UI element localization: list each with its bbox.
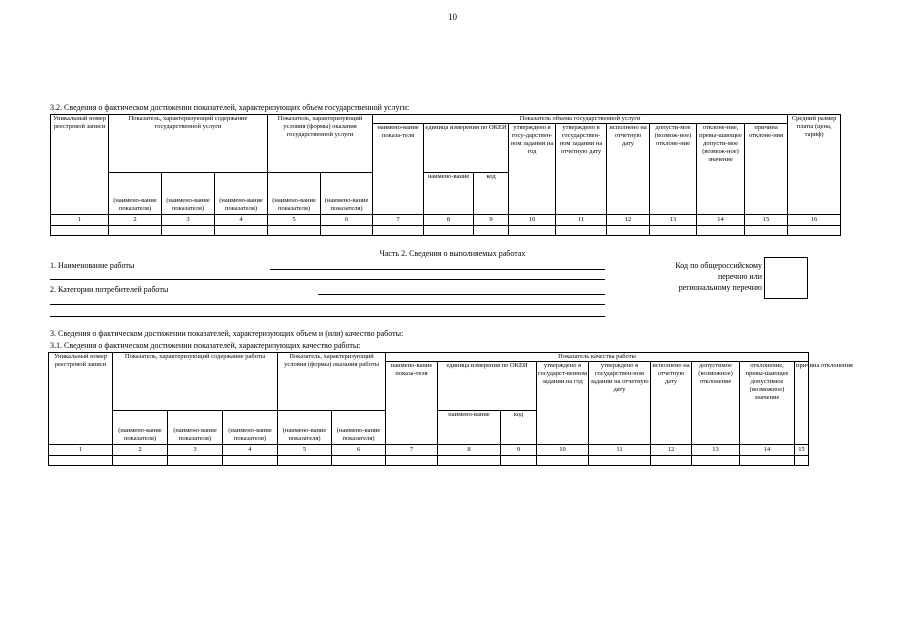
- col-excess-deviation: отклоне-ние, превы-шающее допусти-мое (возмож-ное) значение: [697, 124, 745, 215]
- col-excess-deviation: отклонение, превы-шающее допустимое (возможное) значение: [740, 362, 795, 445]
- work-name-label: 1. Наименование работы: [50, 261, 135, 270]
- sub-name-1: (наимено-вание показателя): [109, 173, 162, 215]
- col-number: 5: [278, 445, 332, 456]
- col-number: 15: [795, 445, 809, 456]
- col-number: 10: [509, 215, 556, 226]
- col-number: 2: [109, 215, 162, 226]
- data-cell[interactable]: [697, 226, 745, 236]
- data-cell[interactable]: [168, 456, 223, 466]
- data-cell[interactable]: [788, 226, 841, 236]
- col-number: 14: [740, 445, 795, 456]
- code-label: [612, 260, 762, 293]
- col-approved-year: утверждено в государст-венном задании на год: [537, 362, 589, 445]
- col-executed: исполнено на отчетную дату: [607, 124, 650, 215]
- col-indicator-name: наимено-вание показа-теля: [373, 124, 424, 215]
- col-number: 6: [321, 215, 373, 226]
- col-volume-indicator: Показатель объема государственной услуги: [373, 115, 788, 124]
- col-number: 13: [692, 445, 740, 456]
- col-number: 10: [537, 445, 589, 456]
- col-unique-number: Уникальный номер реестровой записи: [51, 115, 109, 215]
- col-number: 8: [438, 445, 501, 456]
- work-name-line-2[interactable]: [50, 279, 605, 280]
- quality-indicators-table: [48, 352, 853, 466]
- col-number: 4: [215, 215, 268, 226]
- data-cell[interactable]: [556, 226, 607, 236]
- col-number: 5: [268, 215, 321, 226]
- col-content-indicator: Показатель, характеризующий содержание работы: [113, 353, 278, 411]
- volume-indicators-table: [50, 114, 841, 236]
- consumers-label: 2. Категории потребителей работы: [50, 285, 169, 294]
- col-allowed-deviation: допусти-мое (возмож-ное) отклоне-ние: [650, 124, 697, 215]
- section-3-heading: 3. Сведения о фактическом достижении показателей, характеризующих объем и (или) качество работы:: [50, 329, 404, 338]
- col-number: 1: [51, 215, 109, 226]
- data-cell[interactable]: [373, 226, 424, 236]
- col-executed: исполнено на отчетную дату: [651, 362, 692, 445]
- col-quality-indicator: Показатель качества работы: [386, 353, 809, 362]
- part2-title: Часть 2. Сведения о выполняемых работах: [379, 249, 526, 258]
- data-cell[interactable]: [509, 226, 556, 236]
- data-cell[interactable]: [651, 456, 692, 466]
- work-name-line[interactable]: [270, 269, 605, 270]
- col-number: 1: [49, 445, 113, 456]
- col-indicator-name: наимено-вание показа-теля: [386, 362, 438, 445]
- sub-name-1: (наимено-вание показателя): [113, 411, 168, 445]
- sub-name-4: (наимено-вание показателя): [268, 173, 321, 215]
- col-reason: причина отклоне-ния: [745, 124, 788, 215]
- data-cell[interactable]: [109, 226, 162, 236]
- col-number: 16: [788, 215, 841, 226]
- data-cell[interactable]: [740, 456, 795, 466]
- col-number: 11: [556, 215, 607, 226]
- col-number: 3: [162, 215, 215, 226]
- data-cell[interactable]: [113, 456, 168, 466]
- sub-name-5: (наимено-вание показателя): [332, 411, 386, 445]
- col-number: 7: [373, 215, 424, 226]
- code-box[interactable]: [764, 257, 808, 299]
- data-cell[interactable]: [51, 226, 109, 236]
- col-number: 2: [113, 445, 168, 456]
- sub-name-2: (наимено-вание показателя): [168, 411, 223, 445]
- data-cell[interactable]: [215, 226, 268, 236]
- col-number: 12: [607, 215, 650, 226]
- data-cell[interactable]: [692, 456, 740, 466]
- consumers-line[interactable]: [318, 294, 605, 295]
- col-number: 8: [424, 215, 474, 226]
- col-number: 11: [589, 445, 651, 456]
- code-label-line-1: Код по общероссийскому: [675, 261, 762, 270]
- col-number: 13: [650, 215, 697, 226]
- col-unique-number: Уникальный номер реестровой записи: [49, 353, 113, 445]
- col-number: 9: [474, 215, 509, 226]
- col-unit-code: код: [501, 411, 537, 445]
- code-label-line-3: региональному перечню: [678, 283, 762, 292]
- col-number: 3: [168, 445, 223, 456]
- code-label-line-2: перечню или: [717, 272, 762, 281]
- col-number: 15: [745, 215, 788, 226]
- page-number: 10: [448, 12, 457, 22]
- col-unit-code: код: [474, 173, 509, 215]
- sub-name-3: (наимено-вание показателя): [223, 411, 278, 445]
- data-cell[interactable]: [795, 456, 809, 466]
- data-cell[interactable]: [321, 226, 373, 236]
- data-cell[interactable]: [474, 226, 509, 236]
- col-approved-date: утверждено в государствен-ном задании на отчетную дату: [556, 124, 607, 215]
- col-number: 6: [332, 445, 386, 456]
- data-cell[interactable]: [745, 226, 788, 236]
- sub-name-5: (наимено-вание показателя): [321, 173, 373, 215]
- col-allowed-deviation: допустимое (возможное) отклонение: [692, 362, 740, 445]
- col-number: 14: [697, 215, 745, 226]
- col-number: 9: [501, 445, 537, 456]
- data-cell[interactable]: [607, 226, 650, 236]
- col-unit-name: наимено-вание: [438, 411, 501, 445]
- data-cell[interactable]: [386, 456, 438, 466]
- col-unit: единица измерения по ОКЕИ: [438, 362, 537, 411]
- sub-name-4: (наимено-вание показателя): [278, 411, 332, 445]
- col-condition-indicator: Показатель, характеризующий условия (формы) оказания государственной услуги: [268, 115, 373, 173]
- data-cell[interactable]: [438, 456, 501, 466]
- col-avg-fee: Средний размер платы (цена, тариф): [788, 115, 841, 215]
- col-number: 4: [223, 445, 278, 456]
- data-cell[interactable]: [49, 456, 113, 466]
- section-3-2-heading: 3.2. Сведения о фактическом достижении показателей, характеризующих объем государственной услуги:: [50, 103, 410, 112]
- data-cell[interactable]: [278, 456, 332, 466]
- col-number: 7: [386, 445, 438, 456]
- data-cell[interactable]: [268, 226, 321, 236]
- col-number: 12: [651, 445, 692, 456]
- col-unit-name: наимено-вание: [424, 173, 474, 215]
- sub-name-3: (наимено-вание показателя): [215, 173, 268, 215]
- col-approved-date: утверждено в государствен-ном задании на отчетную дату: [589, 362, 651, 445]
- data-cell[interactable]: [223, 456, 278, 466]
- data-cell[interactable]: [162, 226, 215, 236]
- consumers-line-2[interactable]: [50, 304, 605, 305]
- data-cell[interactable]: [537, 456, 589, 466]
- data-cell[interactable]: [501, 456, 537, 466]
- col-condition-indicator: Показатель, характеризующий условия (формы) оказания работы: [278, 353, 386, 411]
- sub-name-2: (наимено-вание показателя): [162, 173, 215, 215]
- data-cell[interactable]: [332, 456, 386, 466]
- col-content-indicator: Показатель, характеризующий содержание государственной услуги: [109, 115, 268, 173]
- section-3-1-heading: 3.1. Сведения о фактическом достижении показателей, характеризующих качество работы:: [50, 341, 361, 350]
- data-cell[interactable]: [589, 456, 651, 466]
- data-cell[interactable]: [424, 226, 474, 236]
- col-approved-year: утверждено в госу-дарствен-ном задании на год: [509, 124, 556, 215]
- col-unit: единица измерения по ОКЕИ: [424, 124, 509, 173]
- col-reason: причина отклонения: [795, 362, 809, 445]
- consumers-line-3[interactable]: [50, 316, 605, 317]
- data-cell[interactable]: [650, 226, 697, 236]
